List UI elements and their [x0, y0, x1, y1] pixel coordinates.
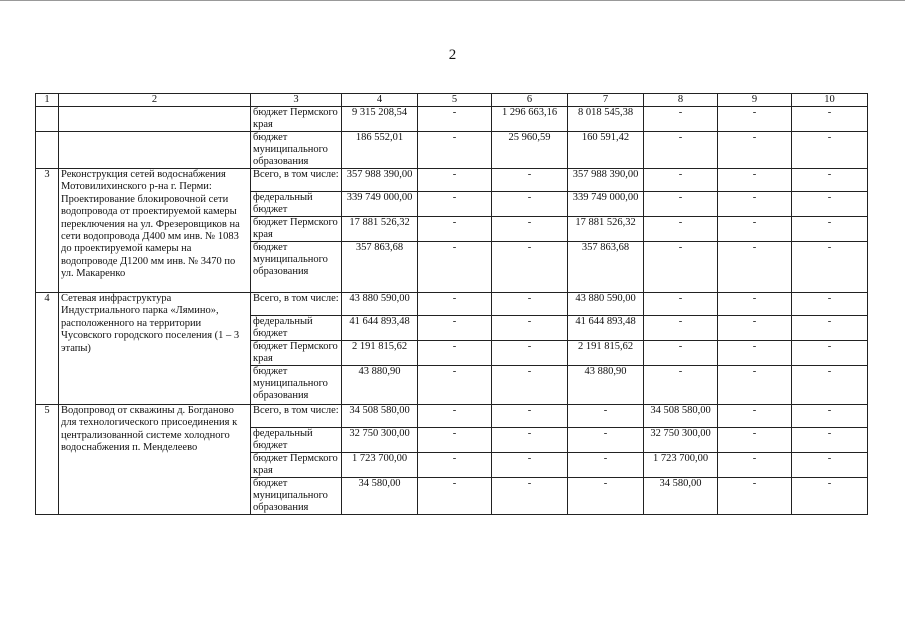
value-cell: - — [792, 405, 868, 428]
value-cell: - — [418, 192, 492, 217]
header-row — [36, 94, 868, 107]
value-cell: 1 296 663,16 — [492, 107, 568, 132]
value-cell: - — [792, 316, 868, 341]
value-cell: - — [644, 242, 718, 293]
value-cell: - — [644, 341, 718, 366]
value-cell: - — [418, 478, 492, 515]
value-cell: - — [492, 242, 568, 293]
value-cell: - — [718, 453, 792, 478]
table-row — [36, 107, 868, 132]
value-cell: 32 750 300,00 — [644, 428, 718, 453]
value-cell: - — [568, 405, 644, 428]
value-cell: 34 580,00 — [644, 478, 718, 515]
col-header: 1 — [36, 94, 59, 107]
value-cell: - — [492, 293, 568, 316]
row-number-cell: 5 — [36, 405, 59, 515]
col-header: 9 — [718, 94, 792, 107]
budget-table — [35, 93, 868, 515]
value-cell: - — [418, 453, 492, 478]
source-cell: федеральный бюджет — [251, 316, 342, 341]
value-cell: - — [792, 293, 868, 316]
value-cell: 34 508 580,00 — [342, 405, 418, 428]
col-header: 5 — [418, 94, 492, 107]
table-row — [36, 132, 868, 169]
value-cell: - — [418, 316, 492, 341]
value-cell: - — [492, 366, 568, 405]
value-cell: - — [718, 428, 792, 453]
value-cell: - — [792, 453, 868, 478]
value-cell: 339 749 000,00 — [342, 192, 418, 217]
value-cell: 25 960,59 — [492, 132, 568, 169]
value-cell: - — [718, 366, 792, 405]
value-cell: 2 191 815,62 — [568, 341, 644, 366]
source-cell: Всего, в том числе: — [251, 169, 342, 192]
value-cell: - — [418, 341, 492, 366]
value-cell: - — [418, 366, 492, 405]
object-name-cell — [59, 132, 251, 169]
value-cell: 357 988 390,00 — [568, 169, 644, 192]
object-name-cell — [59, 107, 251, 132]
value-cell: - — [418, 428, 492, 453]
value-cell: - — [644, 107, 718, 132]
value-cell: - — [718, 192, 792, 217]
value-cell: - — [792, 217, 868, 242]
value-cell: - — [492, 192, 568, 217]
value-cell: - — [492, 405, 568, 428]
value-cell: - — [568, 453, 644, 478]
value-cell: - — [492, 341, 568, 366]
source-cell: бюджет муниципального образования — [251, 132, 342, 169]
col-header: 2 — [59, 94, 251, 107]
value-cell: 17 881 526,32 — [342, 217, 418, 242]
value-cell: - — [792, 169, 868, 192]
table-row — [36, 169, 868, 192]
source-cell: Всего, в том числе: — [251, 293, 342, 316]
table-row — [36, 293, 868, 316]
value-cell: 41 644 893,48 — [568, 316, 644, 341]
row-number-cell: 4 — [36, 293, 59, 405]
value-cell: - — [718, 107, 792, 132]
value-cell: 357 863,68 — [342, 242, 418, 293]
col-header: 10 — [792, 94, 868, 107]
value-cell: 34 580,00 — [342, 478, 418, 515]
row-number-cell — [36, 132, 59, 169]
value-cell: - — [418, 169, 492, 192]
value-cell: 357 988 390,00 — [342, 169, 418, 192]
value-cell: 17 881 526,32 — [568, 217, 644, 242]
value-cell: - — [792, 107, 868, 132]
value-cell: - — [418, 132, 492, 169]
row-number-cell: 3 — [36, 169, 59, 293]
value-cell: - — [492, 217, 568, 242]
value-cell: - — [644, 217, 718, 242]
value-cell: - — [792, 366, 868, 405]
value-cell: - — [792, 132, 868, 169]
source-cell: бюджет муниципального образования — [251, 478, 342, 515]
value-cell: - — [492, 169, 568, 192]
value-cell: 43 880,90 — [342, 366, 418, 405]
value-cell: 160 591,42 — [568, 132, 644, 169]
source-cell: бюджет Пермского края — [251, 453, 342, 478]
value-cell: - — [792, 242, 868, 293]
value-cell: - — [568, 428, 644, 453]
source-cell: бюджет Пермского края — [251, 107, 342, 132]
col-header: 8 — [644, 94, 718, 107]
value-cell: 2 191 815,62 — [342, 341, 418, 366]
value-cell: - — [792, 341, 868, 366]
value-cell: - — [492, 316, 568, 341]
value-cell: - — [644, 316, 718, 341]
source-cell: бюджет муниципального образования — [251, 242, 342, 293]
value-cell: - — [792, 192, 868, 217]
col-header: 3 — [251, 94, 342, 107]
value-cell: 1 723 700,00 — [342, 453, 418, 478]
value-cell: 1 723 700,00 — [644, 453, 718, 478]
value-cell: - — [644, 169, 718, 192]
value-cell: 9 315 208,54 — [342, 107, 418, 132]
object-name-cell: Водопровод от скважины д. Богданово для технологического присоединения к централизованной системе холодного водоснабжения п. Менделеево — [59, 405, 251, 515]
source-cell: федеральный бюджет — [251, 428, 342, 453]
source-cell: бюджет муниципального образования — [251, 366, 342, 405]
value-cell: 43 880 590,00 — [342, 293, 418, 316]
value-cell: - — [418, 217, 492, 242]
value-cell: - — [492, 428, 568, 453]
value-cell: - — [718, 169, 792, 192]
value-cell: - — [718, 217, 792, 242]
value-cell: - — [792, 478, 868, 515]
table-row — [36, 405, 868, 428]
value-cell: - — [718, 242, 792, 293]
value-cell: 43 880 590,00 — [568, 293, 644, 316]
value-cell: 41 644 893,48 — [342, 316, 418, 341]
value-cell: 339 749 000,00 — [568, 192, 644, 217]
source-cell: федеральный бюджет — [251, 192, 342, 217]
source-cell: бюджет Пермского края — [251, 217, 342, 242]
value-cell: 34 508 580,00 — [644, 405, 718, 428]
object-name-cell: Сетевая инфраструктура Индустриального парка «Лямино», расположенного на территории Чусовского городского поселения (1 – 3 этапы) — [59, 293, 251, 405]
value-cell: - — [718, 478, 792, 515]
value-cell: - — [718, 341, 792, 366]
value-cell: 357 863,68 — [568, 242, 644, 293]
value-cell: - — [644, 192, 718, 217]
object-name-cell: Реконструкция сетей водоснабжения Мотовилихинского р-на г. Перми: Проектирование блокировочной сети водопровода от проектируемой камеры переключения на ул. Фрезеровщиков на сети водопровода Д400 мм инв. № 1083 до проектируемой камеры на водопроводе Д1200 мм инв. № 3470 по ул. Макаренко — [59, 169, 251, 293]
value-cell: - — [418, 107, 492, 132]
value-cell: - — [792, 428, 868, 453]
value-cell: - — [418, 405, 492, 428]
value-cell: - — [718, 316, 792, 341]
value-cell: - — [644, 293, 718, 316]
value-cell: 32 750 300,00 — [342, 428, 418, 453]
value-cell: - — [492, 453, 568, 478]
value-cell: - — [718, 132, 792, 169]
value-cell: - — [644, 132, 718, 169]
source-cell: бюджет Пермского края — [251, 341, 342, 366]
value-cell: - — [492, 478, 568, 515]
value-cell: 43 880,90 — [568, 366, 644, 405]
col-header: 6 — [492, 94, 568, 107]
value-cell: - — [568, 478, 644, 515]
value-cell: - — [644, 366, 718, 405]
col-header: 7 — [568, 94, 644, 107]
value-cell: - — [718, 405, 792, 428]
source-cell: Всего, в том числе: — [251, 405, 342, 428]
value-cell: 8 018 545,38 — [568, 107, 644, 132]
col-header: 4 — [342, 94, 418, 107]
value-cell: - — [418, 242, 492, 293]
page-number: 2 — [448, 47, 457, 63]
scan-top-edge — [0, 0, 905, 1]
value-cell: - — [718, 293, 792, 316]
row-number-cell — [36, 107, 59, 132]
value-cell: - — [418, 293, 492, 316]
value-cell: 186 552,01 — [342, 132, 418, 169]
